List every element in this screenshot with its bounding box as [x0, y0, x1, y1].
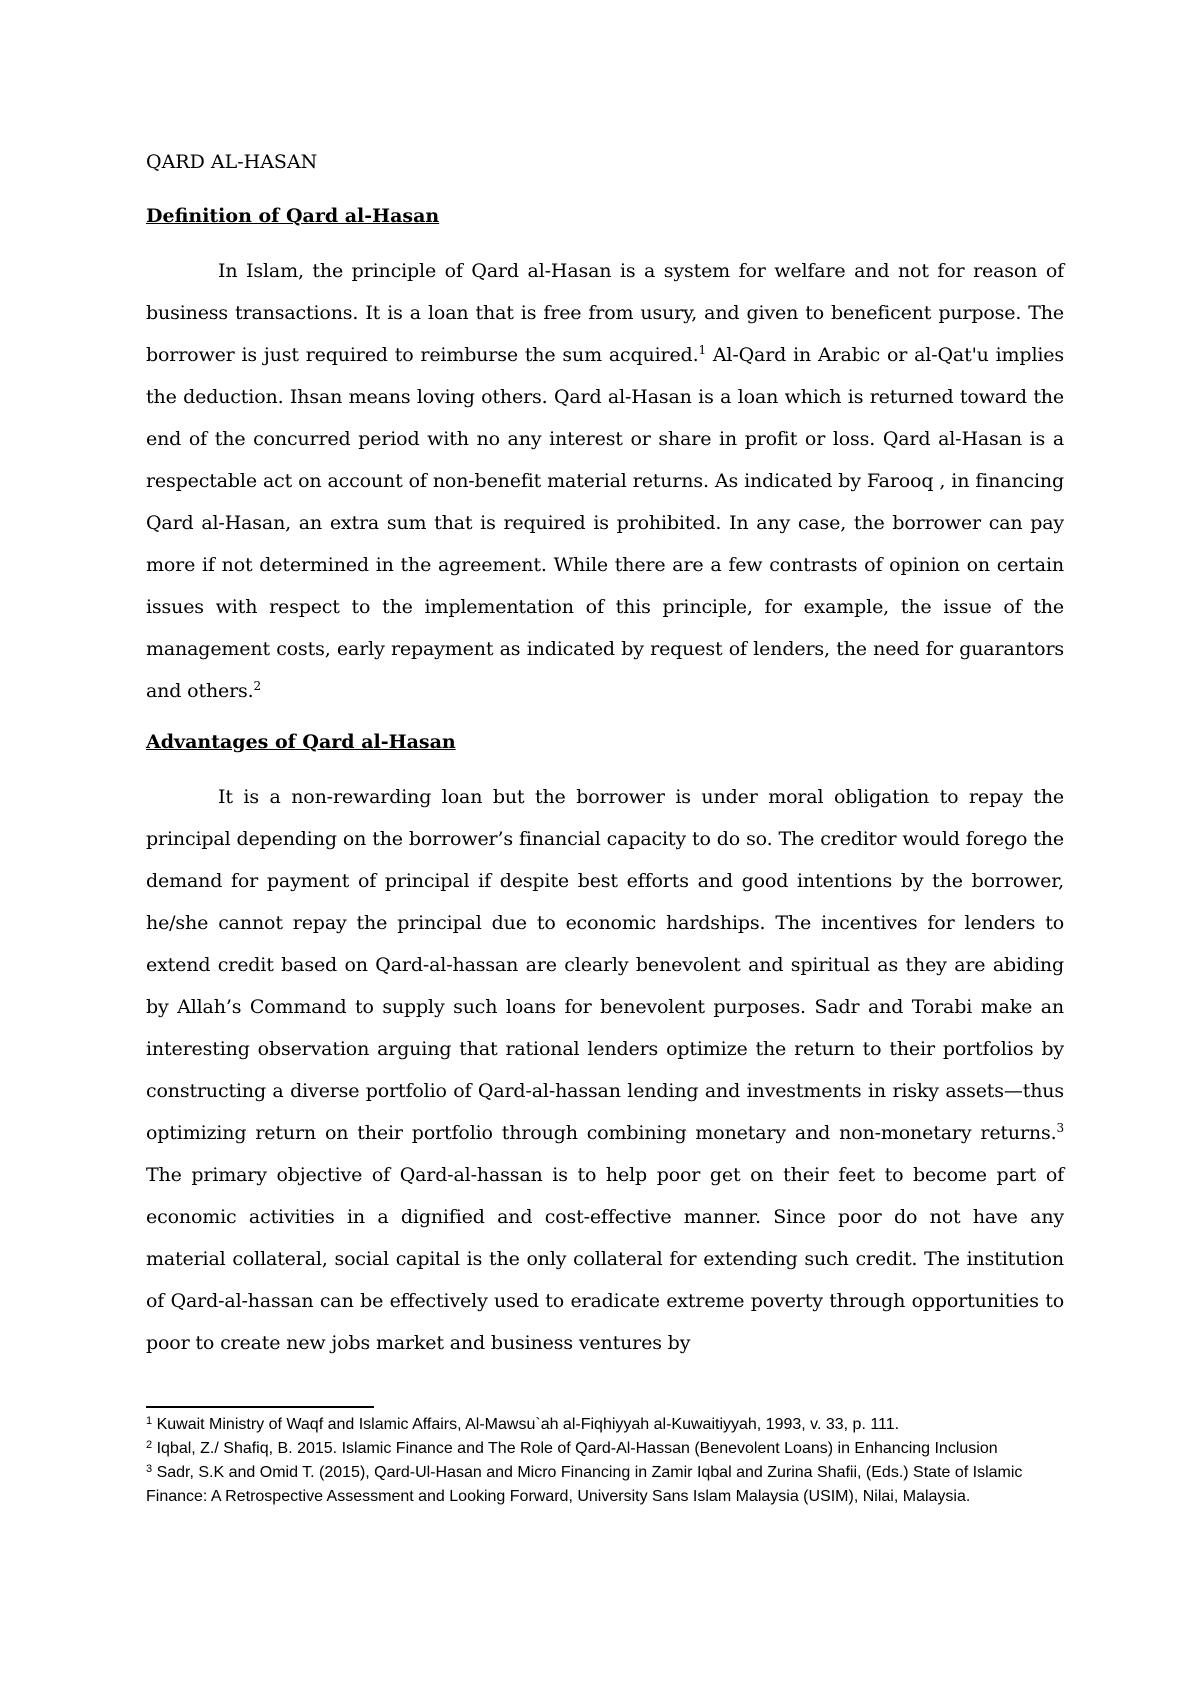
paragraph-definition: [146, 250, 1064, 712]
footnote-ref-2[interactable]: 2: [253, 679, 262, 693]
footnote-3: [146, 1461, 1064, 1509]
footnotes: [146, 1413, 1064, 1509]
paragraph-advantages: [146, 776, 1064, 1364]
paragraph-text: It is a non-rewarding loan but the borrower is under moral obligation to repay the principal depending on the borrower’s financial capacity to do so. The creditor would forego the demand for payment of principal if despite best efforts and good intentions by the borrower, he/she cannot repay the principal due to economic hardships. The incentives for lenders to extend credit based on Qard-al-hassan are clearly benevolent and spiritual as they are abiding by Allah’s Command to supply such loans for benevolent purposes. Sadr and Torabi make an interesting observation arguing that rational lenders optimize the return to their portfolios by constructing a diverse portfolio of Qard-al-hassan lending and investments in risky assets—thus optimizing return on their portfolio through combining monetary and non-monetary returns.: [146, 786, 1064, 1144]
footnote-number: 2: [146, 1439, 153, 1451]
footnote-2: [146, 1437, 1064, 1461]
footnote-ref-3[interactable]: 3: [1056, 1121, 1064, 1135]
footnote-text: Sadr, S.K and Omid T. (2015), Qard-Ul-Hasan and Micro Financing in Zamir Iqbal and Zurina Shafii, (Eds.) State of Islamic Finance: A Retrospective Assessment and Looking Forward, University Sans Islam Malaysia (USIM), Nilai, Malaysia.: [146, 1464, 1023, 1505]
paragraph-text: The primary objective of Qard-al-hassan is to help poor get on their feet to become part of economic activities in a dignified and cost-effective manner. Since poor do not have any material collateral, social capital is the only collateral for extending such credit. The institution of Qard-al-hassan can be effectively used to eradicate extreme poverty through opportunities to poor to create new jobs market and business ventures by: [146, 1164, 1064, 1354]
footnote-text: Iqbal, Z./ Shafiq, B. 2015. Islamic Finance and The Role of Qard-Al-Hassan (Benevolent Loans) in Enhancing Inclusion: [152, 1440, 998, 1457]
footnote-number: 3: [146, 1463, 153, 1475]
section-heading-advantages: Advantages of Qard al-Hasan: [146, 731, 456, 753]
document-body: [146, 142, 1064, 1364]
paragraph-text: In Islam, the principle of Qard al-Hasan is a system for welfare and not for reason of business transactions. It is a loan that is free from usury, and given to beneficent purpose. The borrower is just required to reimburse the sum acquired.: [146, 260, 1064, 366]
paragraph-text: Al-Qard in Arabic or al-Qat'u implies the deduction. Ihsan means loving others. Qard al-Hasan is a loan which is returned toward the end of the concurred period with no any interest or share in profit or loss. Qard al-Hasan is a respectable act on account of non-benefit material returns. As indicated by Farooq , in financing Qard al-Hasan, an extra sum that is required is prohibited. In any case, the borrower can pay more if not determined in the agreement. While there are a few contrasts of opinion on certain issues with respect to the implementation of this principle, for example, the issue of the management costs, early repayment as indicated by request of lenders, the need for guarantors and others.: [146, 344, 1064, 702]
document-title: QARD AL-HASAN: [146, 151, 318, 173]
section-heading-definition: Definition of Qard al-Hasan: [146, 205, 440, 227]
footnote-number: 1: [146, 1415, 153, 1427]
footnote-text: Kuwait Ministry of Waqf and Islamic Affairs, Al-Mawsu`ah al-Fiqhiyyah al-Kuwaitiyyah, 1993, v. 33, p. 111.: [152, 1416, 900, 1433]
footnote-1: [146, 1413, 1064, 1437]
footnote-ref-1[interactable]: 1: [698, 343, 706, 357]
footnote-separator: [146, 1406, 374, 1408]
